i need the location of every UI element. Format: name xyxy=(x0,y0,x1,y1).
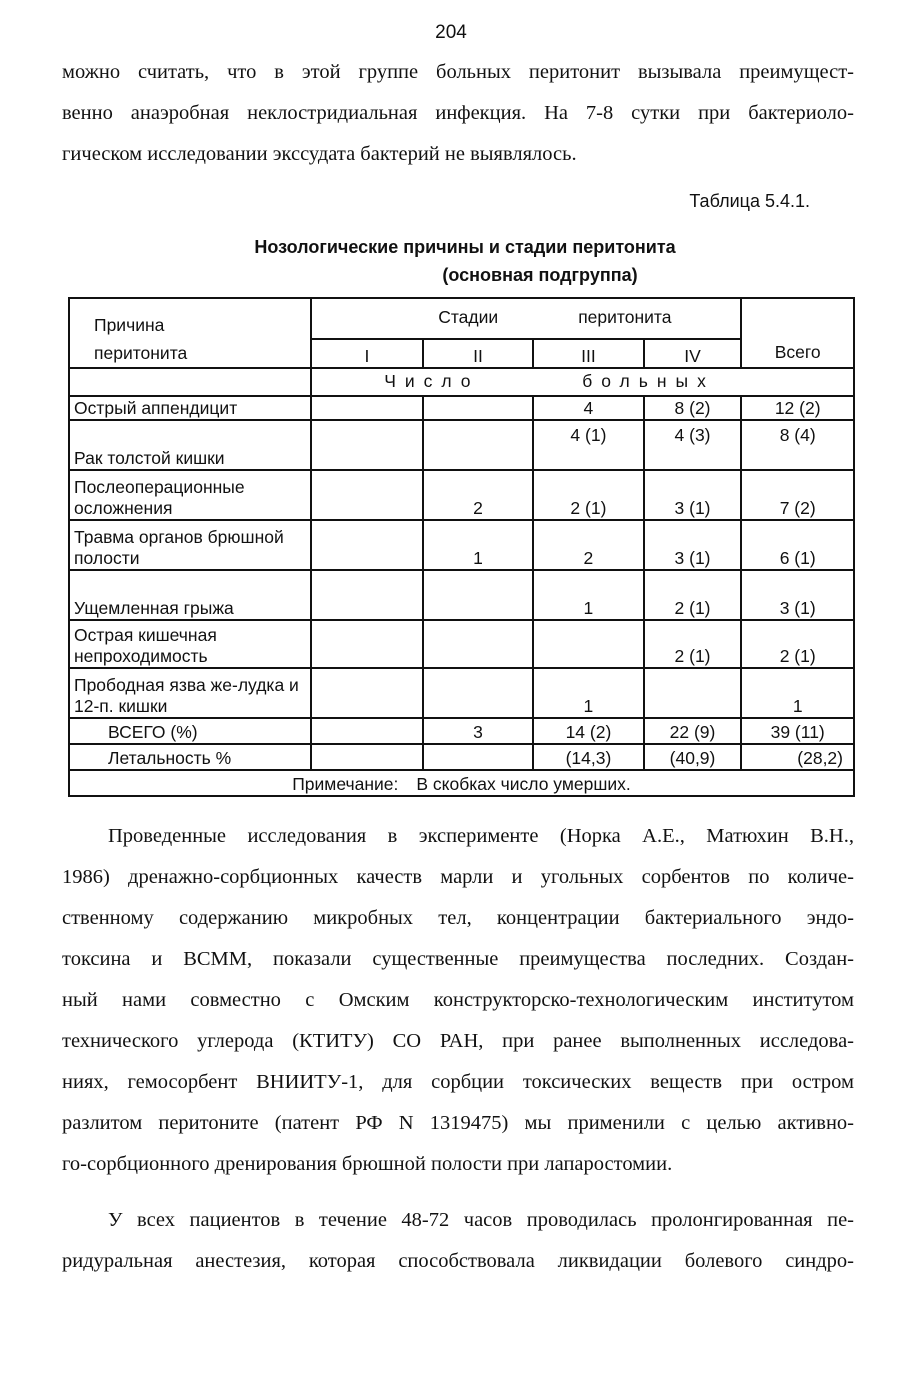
cell-stage-1 xyxy=(311,744,423,770)
intro-paragraph xyxy=(62,52,854,175)
cell-total: 1 xyxy=(741,668,854,718)
cell-stage-1 xyxy=(311,520,423,570)
row-cause: Ущемленная грыжа xyxy=(69,570,311,620)
cell-stage-1 xyxy=(311,620,423,668)
header-stage-3: III xyxy=(533,339,643,368)
table-row xyxy=(69,570,854,620)
cell-total: 8 (4) xyxy=(741,420,854,470)
cell-stage-1 xyxy=(311,396,423,420)
text-line: У всех пациентов в течение 48-72 часов проводилась пролонгированная пе- xyxy=(108,1209,854,1231)
cell-stage-3: 4 (1) xyxy=(533,420,643,470)
cell-total: 12 (2) xyxy=(741,396,854,420)
cell-total: 6 (1) xyxy=(741,520,854,570)
cell-stage-4: 2 (1) xyxy=(644,570,742,620)
table-note xyxy=(69,770,854,796)
text-line: разлитом перитоните (патент РФ N 1319475) мы применили с целью активно- xyxy=(62,1112,854,1134)
note-text: В скобках число умерших. xyxy=(416,774,631,794)
cell-stage-3: 4 xyxy=(533,396,643,420)
cell-stage-2 xyxy=(423,396,533,420)
text-line: ственному содержанию микробных тел, концентрации бактериального эндо- xyxy=(62,907,854,929)
text-line: ридуральная анестезия, которая способствовала ликвидации болевого синдро- xyxy=(62,1250,854,1272)
cell-total: 39 (11) xyxy=(741,718,854,744)
header-cause-line: Причина xyxy=(94,315,165,335)
blank-cell xyxy=(69,368,311,396)
note-label: Примечание: xyxy=(292,774,399,794)
text-line: 1986) дренажно-сорбционных качеств марли и угольных сорбентов по количе- xyxy=(62,866,854,888)
note-row xyxy=(69,770,854,796)
cell-stage-3: 1 xyxy=(533,570,643,620)
header-cause xyxy=(69,298,311,368)
cell-stage-2 xyxy=(423,620,533,668)
cell-total: (28,2) xyxy=(741,744,854,770)
header-count-word: Число xyxy=(384,371,480,391)
text-line: Проведенные исследования в эксперименте (Норка А.Е., Матюхин В.Н., xyxy=(108,825,854,847)
data-table xyxy=(68,297,855,797)
header-stages-word: перитонита xyxy=(578,307,672,328)
cell-stage-4: 3 (1) xyxy=(644,520,742,570)
cell-stage-4: 22 (9) xyxy=(644,718,742,744)
header-stage-4: IV xyxy=(644,339,742,368)
cell-stage-3: 1 xyxy=(533,668,643,718)
cell-stage-4: 3 (1) xyxy=(644,470,742,520)
text-line: ниях, гемосорбент ВНИИТУ-1, для сорбции токсических веществ при остром xyxy=(62,1071,854,1093)
table-subtitle-line: (основная подгруппа) xyxy=(442,265,638,285)
cell-stage-3: 14 (2) xyxy=(533,718,643,744)
table-label: Таблица 5.4.1. xyxy=(689,191,810,211)
cell-total: 3 (1) xyxy=(741,570,854,620)
lethality-row xyxy=(69,744,854,770)
row-cause: Рак толстой кишки xyxy=(69,420,311,470)
page-number: 204 xyxy=(435,22,467,43)
cell-stage-1 xyxy=(311,668,423,718)
cell-stage-3: 2 xyxy=(533,520,643,570)
text-line: можно считать, что в этой группе больных перитонит вызывала преимущест- xyxy=(62,61,854,83)
text-line: токсина и ВСММ, показали существенные преимущества последних. Создан- xyxy=(62,948,854,970)
cell-total: 2 (1) xyxy=(741,620,854,668)
cell-stage-2 xyxy=(423,668,533,718)
paragraph-anesthesia xyxy=(62,1200,854,1282)
table-row xyxy=(69,520,854,570)
text-line: венно анаэробная неклостридиальная инфекция. На 7-8 сутки при бактериоло- xyxy=(62,102,854,124)
row-cause: Острый аппендицит xyxy=(69,396,311,420)
paragraph-experiment xyxy=(62,816,854,1185)
table-row xyxy=(69,420,854,470)
cell-stage-2 xyxy=(423,420,533,470)
header-stages xyxy=(311,298,741,339)
cell-stage-1 xyxy=(311,570,423,620)
row-cause: Острая кишечная непроходимость xyxy=(69,620,311,668)
cell-stage-4: 8 (2) xyxy=(644,396,742,420)
cell-stage-1 xyxy=(311,420,423,470)
cell-stage-2: 1 xyxy=(423,520,533,570)
text-line: го-сорбционного дренирования брюшной полости при лапаростомии. xyxy=(62,1153,673,1175)
cell-stage-1 xyxy=(311,470,423,520)
cell-stage-3: 2 (1) xyxy=(533,470,643,520)
lethality-row-label: Летальность % xyxy=(69,744,311,770)
table-title xyxy=(190,233,740,289)
table-row xyxy=(69,668,854,718)
cell-stage-2: 2 xyxy=(423,470,533,520)
header-total: Всего xyxy=(741,298,854,368)
cell-stage-2 xyxy=(423,744,533,770)
table-row xyxy=(69,620,854,668)
row-cause: Травма органов брюшной полости xyxy=(69,520,311,570)
total-row xyxy=(69,718,854,744)
table-row xyxy=(69,396,854,420)
cell-stage-4: 4 (3) xyxy=(644,420,742,470)
cell-stage-1 xyxy=(311,718,423,744)
table-row xyxy=(69,470,854,520)
text-line: ный нами совместно с Омским конструкторско-технологическим институтом xyxy=(62,989,854,1011)
cell-stage-4 xyxy=(644,668,742,718)
cell-stage-4: 2 (1) xyxy=(644,620,742,668)
cell-stage-3: (14,3) xyxy=(533,744,643,770)
header-stage-2: II xyxy=(423,339,533,368)
cell-stage-3 xyxy=(533,620,643,668)
cell-stage-2: 3 xyxy=(423,718,533,744)
row-cause: Прободная язва же-лудка и 12-п. кишки xyxy=(69,668,311,718)
table-title-line: Нозологические причины и стадии перитонита xyxy=(254,237,676,257)
header-stage-1: I xyxy=(311,339,423,368)
cell-total: 7 (2) xyxy=(741,470,854,520)
header-stages-word: Стадии xyxy=(438,307,499,328)
text-line: гическом исследовании экссудата бактерий не выявлялось. xyxy=(62,143,577,165)
header-count xyxy=(311,368,854,396)
row-cause: Послеоперационные осложнения xyxy=(69,470,311,520)
cell-stage-2 xyxy=(423,570,533,620)
cell-stage-4: (40,9) xyxy=(644,744,742,770)
text-line: технического углерода (КТИТУ) СО РАН, при ранее выполненных исследова- xyxy=(62,1030,854,1052)
header-cause-line: перитонита xyxy=(94,343,188,363)
total-row-label: ВСЕГО (%) xyxy=(69,718,311,744)
header-count-word: больных xyxy=(582,371,715,391)
